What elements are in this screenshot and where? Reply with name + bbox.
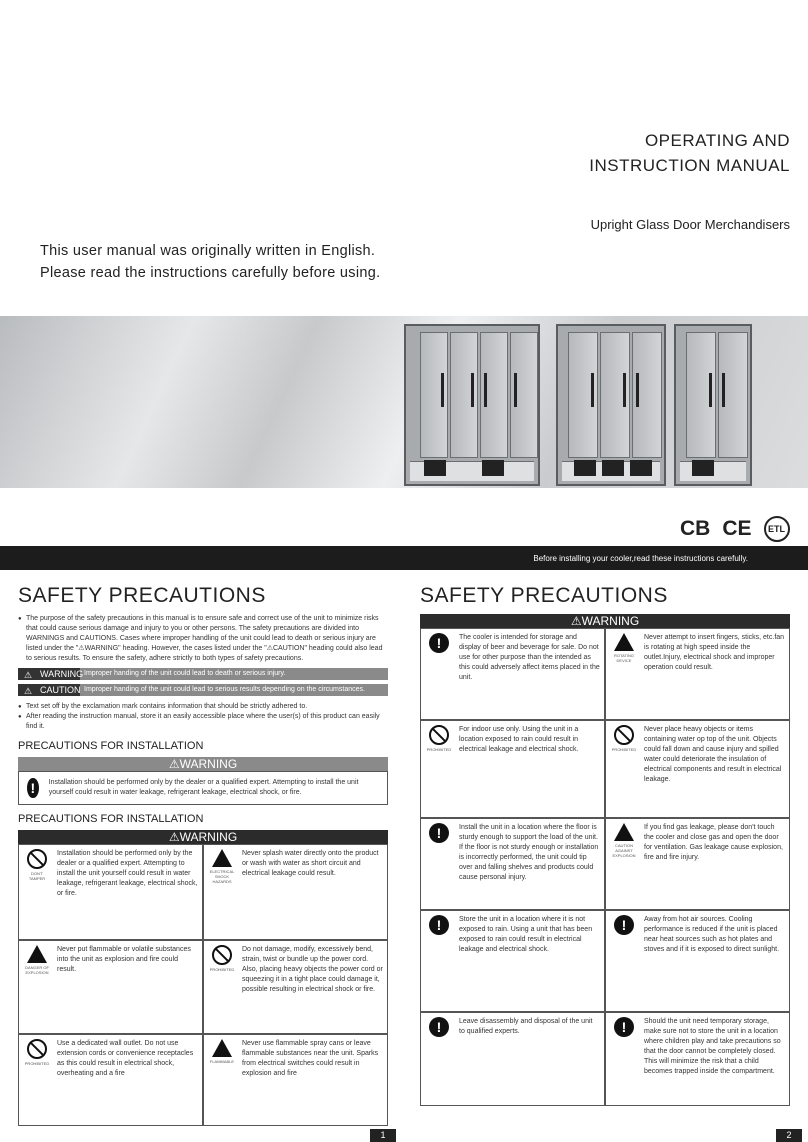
legend-caution: ⚠ CAUTION Improper handing of the unit could lead to serious results depending on the circumstances.: [18, 684, 388, 696]
page-number-2: 2: [776, 1129, 802, 1142]
title-line-1: OPERATING AND: [644, 131, 790, 150]
intro-line-2: Please read the instructions carefully before using.: [40, 265, 381, 281]
exclamation-icon: !: [27, 778, 39, 798]
right-cell: ! Should the unit need temporary storage, make sure not to store the unit in a location where children play and take precautions so that the door cannot be completely closed. This will minimize the risk that a child becomes trapped inside the compartment.: [605, 1012, 790, 1106]
product-subtitle: Upright Glass Door Merchandisers: [590, 217, 790, 232]
left-cell: ELECTRICAL SHOCK HAZARDS Never splash water directly onto the product or wash with water as short circuit and electrical leakage could result.: [203, 844, 388, 940]
right-cell: ! The cooler is intended for storage and display of beer and beverage for sale. Do not use for other purpose than the intended as this could adversely affect items placed in the unit.: [420, 628, 605, 720]
exclamation-icon: !: [614, 1017, 634, 1037]
left-cell: FLAMMABLE Never use flammable spray cans or leave flammable substances near the unit. Sparks from electrical switches could result in explosion and fire: [203, 1034, 388, 1126]
right-page: [420, 584, 790, 1106]
electric-shock-icon: [212, 849, 232, 867]
right-warning-grid: [420, 628, 790, 1106]
right-cell: ! Store the unit in a location where it is not exposed to rain. Using a unit that has been exposed to rain could result in electrical leakage and electrical shock.: [420, 910, 605, 1012]
left-cell: PROHIBITED Use a dedicated wall outlet. Do not use extension cords or convenience receptacles as this could result in electrical shock, overheating and a fire: [18, 1034, 203, 1126]
left-page: [18, 584, 388, 1126]
product-banner: [0, 316, 808, 488]
exclamation-icon: !: [429, 823, 449, 843]
section1-heading: PRECAUTIONS FOR INSTALLATION: [18, 740, 204, 752]
rotating-device-icon: [614, 633, 634, 651]
prohibited-icon: [614, 725, 634, 745]
prohibited-icon: [429, 725, 449, 745]
explosion-icon: [27, 945, 47, 963]
exclamation-icon: !: [429, 915, 449, 935]
right-warning-bar: ⚠WARNING: [420, 614, 790, 628]
legend-caution-desc: Improper handing of the unit could lead to serious results depending on the circumstances.: [80, 684, 388, 696]
merchandiser-4-door: [404, 324, 540, 486]
legend-warning-desc: Improper handing of the unit could lead to death or serious injury.: [80, 668, 388, 680]
title-line-2: INSTRUCTION MANUAL: [589, 156, 790, 175]
note-store-manual: ● After reading the instruction manual, store it an easily accessible place where the user(s) of this product can easily find it.: [18, 712, 388, 732]
right-cell: ! Install the unit in a location where the floor is sturdy enough to support the load of the unit. If the floor is not sturdy enough or installation is incorrectly performed, the unit could tip over and falling shelves and products could cause personal injury.: [420, 818, 605, 910]
left-cell: DANGER OF EXPLOSION Never put flammable or volatile substances into the unit as explosion and fire could result.: [18, 940, 203, 1034]
etl-mark: ETL: [764, 516, 790, 542]
cb-mark: CB: [680, 517, 711, 540]
page-number-1: 1: [370, 1129, 396, 1142]
left-warning-grid: [18, 844, 388, 1126]
purpose-paragraph: ● The purpose of the safety precautions in this manual is to ensure safe and correct use of the unit to minimize risks that could cause serious damage and injury to you or other persons. The safety precautions are divided into WARNINGS and CAUTIONS. Cases where improper handling of the unit could lead to death or serious injury are listed under the "⚠WARNING" heading. However, the cases listed under the "⚠CAUTION" heading could also lead to serious results. To ensure the safety, adhere strictly to both types of safety precautions.: [18, 614, 388, 664]
explosion-icon: [614, 823, 634, 841]
notice-bar: [0, 546, 808, 570]
right-cell: ! Leave disassembly and disposal of the unit to qualified experts.: [420, 1012, 605, 1106]
right-cell: PROHIBITED Never place heavy objects or items containing water op top of the unit. Objects could fall down and cause injury and spilled water could deteriorate the insulation of electrical components and result in electrical leakage.: [605, 720, 790, 818]
certification-marks: [680, 514, 790, 544]
section1-text: Installation should be performed only by the dealer or a qualified expert. Attempting to install the unit yourself could result in water leakage, refrigerant leakage, electrical shock, or fire.: [48, 779, 359, 796]
legend-warning: ⚠ WARNING Improper handing of the unit could lead to death or serious injury.: [18, 668, 388, 680]
prohibited-icon: [212, 945, 232, 965]
note-exclamation: ● Text set off by the exclamation mark contains information that should be strictly adhered to.: [18, 702, 388, 712]
merchandiser-3-door: [556, 324, 666, 486]
right-cell: PROHIBITED For indoor use only. Using the unit in a location exposed to rain could result in electrical leakage and electrical shock.: [420, 720, 605, 818]
right-heading: SAFETY PRECAUTIONS: [420, 584, 668, 607]
warning-triangle-icon: ⚠: [24, 670, 33, 680]
caution-triangle-icon: ⚠: [24, 686, 33, 696]
section2-heading: PRECAUTIONS FOR INSTALLATION: [18, 813, 204, 825]
exclamation-icon: !: [614, 915, 634, 935]
prohibited-icon: [27, 1039, 47, 1059]
notice-text: Before installing your cooler,read these instructions carefully.: [533, 554, 748, 563]
ce-mark: CE: [722, 517, 752, 540]
exclamation-icon: !: [429, 1017, 449, 1037]
flammable-icon: [212, 1039, 232, 1057]
left-cell: DON'T TAMPER Installation should be performed only by the dealer or a qualified expert. Attempting to install the unit yourself could result in water leakage, refrigerant leakage, electrical shock, or fire.: [18, 844, 203, 940]
dont-tamper-icon: [27, 849, 47, 869]
intro-text: [40, 240, 380, 284]
intro-line-1: This user manual was originally written in English.: [40, 243, 376, 259]
right-cell: CAUTION AGAINST EXPLOSION If you find gas leakage, please don't touch the cooler and close gas and open the door for ventilation. Gas leakage cause explosion, fire and fire injury.: [605, 818, 790, 910]
right-cell: ! Away from hot air sources. Cooling performance is reduced if the unit is placed near heat sources such as hot plates and stoves and if it is exposed to direct sunlight.: [605, 910, 790, 1012]
merchandiser-2-door: [674, 324, 752, 486]
left-cell: PROHIBITED Do not damage, modify, excessively bend, strain, twist or bundle up the power cord. Also, placing heavy objects the power cord or squeezing it in a tight place could damage it, possible resulting in electrical shock or fire.: [203, 940, 388, 1034]
section1-box: [18, 771, 388, 805]
manual-title: [589, 128, 790, 178]
exclamation-icon: !: [429, 633, 449, 653]
right-cell: ROTATING DEVICE Never attempt to insert fingers, sticks, etc.fan is rotating at high speed inside the outlet.Injury, electrical shock and improper operation could result.: [605, 628, 790, 720]
section2-warning-bar: ⚠WARNING: [18, 830, 388, 844]
left-heading: SAFETY PRECAUTIONS: [18, 584, 266, 607]
section1-warning-bar: ⚠WARNING: [18, 757, 388, 771]
